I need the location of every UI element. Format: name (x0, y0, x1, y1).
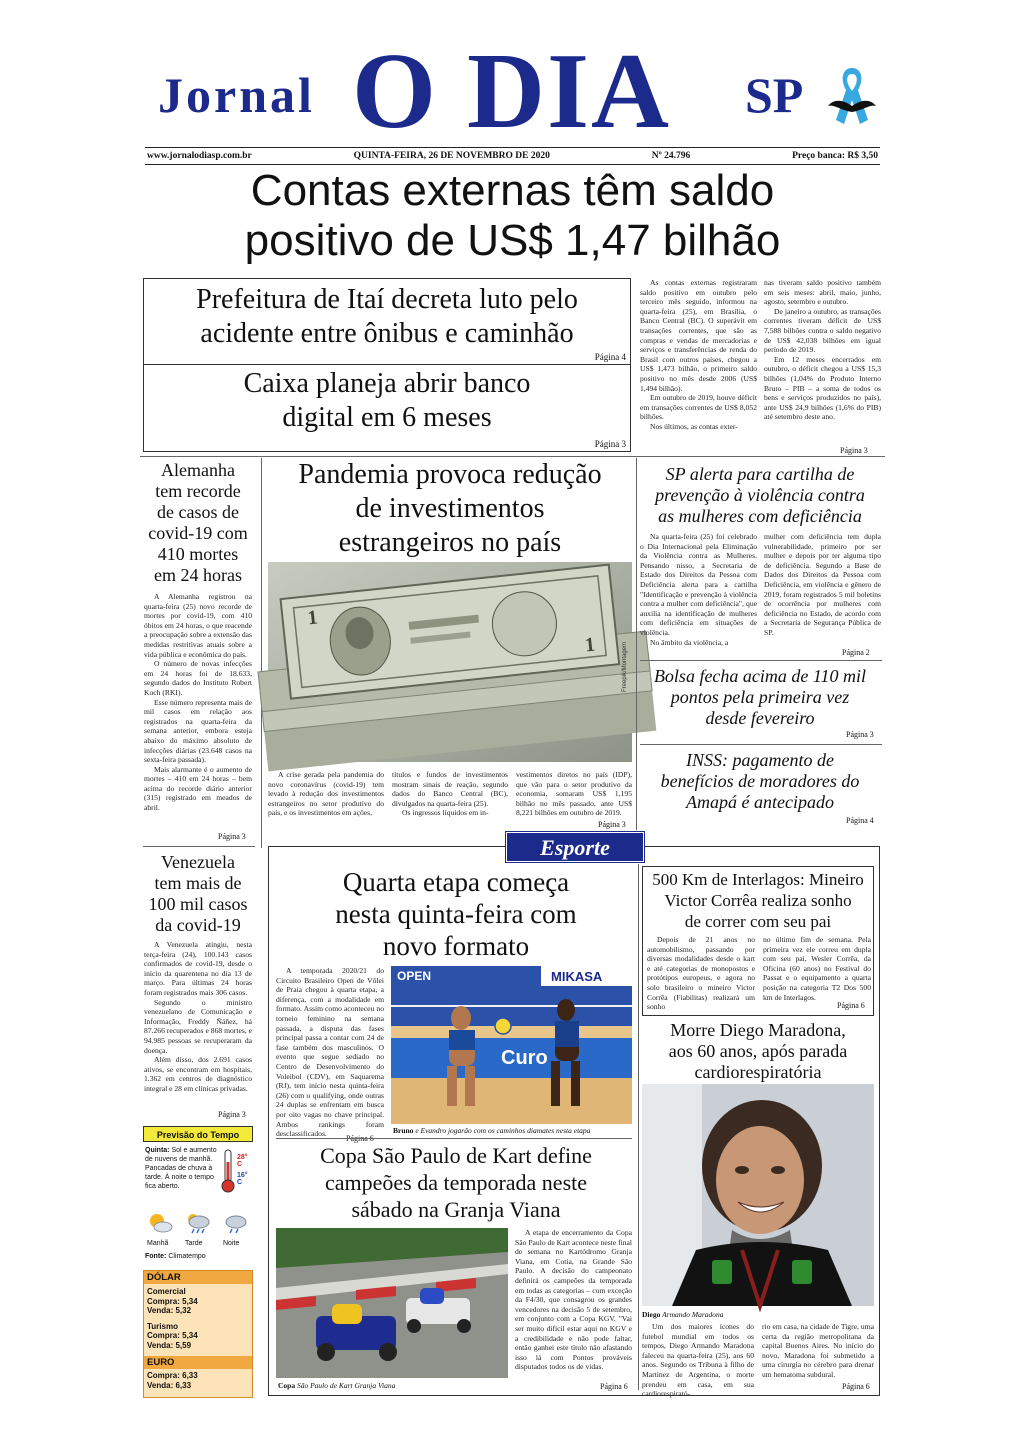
divider (640, 660, 882, 661)
paragraph: No âmbito da violência, a (650, 637, 729, 647)
inss-headline[interactable] (640, 750, 880, 813)
rain-cloud-icon (185, 1212, 211, 1234)
divider (640, 744, 882, 745)
interlagos-headline (643, 869, 873, 932)
price: Preço banca: R$ 3,50 (792, 151, 878, 161)
source-label: Fonte: (145, 1253, 167, 1260)
headline-line: cardiorespiratória (694, 1062, 822, 1082)
paragraph: Mais alarmante é o aumento de mortes – 410 em 24 horas – bem acima do recorde diário anterior (315) registrado em meados de abril. (144, 764, 252, 813)
main-headline-line1: Contas externas têm saldo (250, 166, 775, 215)
kart-photo (276, 1228, 508, 1378)
headline-line: em 24 horas (154, 565, 242, 585)
weather-text (145, 1146, 217, 1191)
headline-line: covid-19 com (148, 523, 248, 543)
page-ref: Página 3 (840, 446, 868, 455)
paragraph: A etapa de encerramento da Copa São Paulo de Kart acontece neste final de semana no Kartódromo Granja Viana, em Cotia, na Grande São Paulo. A decisão do campeonato definirá os campeões da temporada em todas as categorias – com exceção da F4/30, que consagrou os grandes vencedores na decisão 5 de setembro, em conjunto com a Copa KGV. "Vai ser muito difícil estar aqui no KGV e a credibilidade e não pode faltar, então ganhei este título não afastando isso lá com Pontos prováveis disputados todos os de vidas. (515, 1228, 632, 1372)
weather-widget (143, 1126, 253, 1266)
volleyball-photo (391, 966, 632, 1124)
paragraph: A Venezuela atingiu, nesta terça-feira (24), 100.143 casos confirmados de covid-19, desde o início da quarentena no dia 13 de março. Para últimas 24 horas foram registrados mais 306 casos. (144, 940, 252, 997)
page-ref: Página 4 (594, 352, 626, 362)
period-afternoon: Tarde (185, 1240, 203, 1247)
quarta-etapa-body (276, 966, 384, 1139)
banner-text: Curo (501, 1047, 548, 1069)
headline-line: Pandemia provoca redução (298, 459, 602, 490)
banner-text: OPEN (397, 969, 432, 983)
headline-line: Amapá é antecipado (686, 792, 834, 812)
headline-line: desde fevereiro (705, 708, 815, 728)
headline-line: Quarta etapa começa (342, 867, 570, 897)
caixa-story-box[interactable] (143, 365, 631, 452)
headline-line: Morre Diego Maradona, (670, 1020, 846, 1040)
page-ref: Página 2 (842, 648, 870, 657)
alemanha-headline (141, 460, 255, 586)
source-name: Climatempo (168, 1253, 206, 1260)
photo-credit: Freepik/Montagem (622, 641, 628, 692)
volleyball-photo-caption (393, 1126, 633, 1135)
divider (636, 458, 637, 830)
caption-text: São Paulo de Kart Granja Viana (296, 1381, 396, 1390)
turismo-label: Turismo (147, 1321, 178, 1331)
headline-line: Copa São Paulo de Kart define (320, 1143, 592, 1168)
maradona-body-col1 (642, 1322, 754, 1399)
paragraph: Em 12 meses encerrados em outubro, o déficit chegou a US$ 15,3 bilhões (1,04% do Produto Interno Bruto – PIB – a soma de todos os bens e serviços produzidos no país), ante US$ 24,9 bilhões (1,6% do PIB) até setembro deste ano. (764, 354, 881, 422)
headline-line: INSS: pagamento de (686, 750, 834, 770)
page-ref: Página 3 (218, 1110, 246, 1119)
headline-line: 410 mortes (157, 544, 239, 564)
website-link[interactable]: www.jornalodiasp.com.br (147, 151, 252, 161)
masthead-jornal: Jornal (158, 67, 315, 123)
itai-story-box[interactable] (143, 278, 631, 365)
pandemia-body-col2 (392, 770, 508, 832)
itai-headline-line2: acidente entre ônibus e caminhão (200, 318, 574, 349)
paragraph: Depois de 21 anos no automobilismo, passando por diversas modalidades desde o kart e até categorias de monopostos e protótipos europeus, e agora no solo brasileiro o mineiro Victor Corrêa (Fiabilitas) realizará um sonho (647, 935, 755, 1012)
paragraph: A Alemanha registrou na quarta-feira (25) novo recorde de mortes por covid-19, com 410 óbitos em 24 horas, o que reacende a preocupação sobre a extensão das medidas restritivas atuais sobre a vida pública e econômica do país. (144, 592, 252, 659)
period-morning: Manhã (147, 1240, 169, 1247)
paragraph: Na quarta-feira (25) foi celebrado o Dia Internacional pela Eliminação da Violência contra as Mulheres. Pensando nisso, a Secretaria de Estado dos Direitos da Pessoa com Deficiência alerta para a cartilha "Identificação e prevenção à violência contra a mulher com deficiência", que auxilia na identificação de mulheres com deficiência em situações de violência. (640, 532, 757, 637)
paragraph: A crise gerada pela pandemia do novo coronavírus (covid-19) tem levado à redução dos investimentos estrangeiros no setor produtivo do país, e os investimentos em ações, (268, 770, 384, 818)
headline-line: novo formato (382, 931, 530, 961)
venezuela-body (144, 940, 252, 1112)
night-cloud-icon (223, 1212, 249, 1234)
sp-alerta-body-col2 (764, 532, 881, 648)
interlagos-body-col1 (647, 935, 755, 1011)
paragraph: De janeiro a outubro, as transações correntes tiveram déficit de US$ 7,588 bilhões contra o saldo negativo de US$ 42,038 bilhões em igual período de 2019. (764, 306, 881, 355)
headline-line: as mulheres com deficiência (658, 506, 862, 526)
headline-line: tem mais de (154, 873, 242, 893)
page-ref: Página 4 (846, 816, 874, 825)
maradona-headline (642, 1020, 874, 1083)
weather-periods (147, 1240, 257, 1247)
headline-line: de correr com seu pai (684, 912, 832, 931)
headline-line: Venezuela (161, 852, 235, 872)
paragraph: Em outubro de 2019, houve déficit em transações correntes de US$ 8,052 bilhões. (640, 393, 757, 422)
divider (140, 456, 885, 457)
headline-line: campeões da temporada neste (324, 1170, 588, 1195)
itai-headline-line1: Prefeitura de Itaí decreta luto pelo (196, 284, 578, 315)
caption-name: Diego (642, 1310, 661, 1319)
svg-text:1: 1 (583, 633, 597, 657)
paragraph: Esse número representa mais de mil casos em relação aos registrados na quarta-feira da semana anterior, embora esteja abaixo do máximo absoluto de infecções diárias (23.648 casos na sexta-feira passada). (144, 697, 252, 765)
masthead-info-bar (145, 147, 880, 165)
pandemia-headline (268, 458, 632, 560)
alemanha-body (144, 592, 252, 832)
paragraph: Um dos maiores ícones do futebol mundial em todos os tempos, Diego Armando Maradona faleceu na quarta-feira (25), aos 60 anos. Segundo os Tribuna à filho de Martinez de Argentina, o morte prendeu em casa, em sua cardiorespirató- (642, 1322, 754, 1399)
sun-cloud-icon (147, 1212, 173, 1234)
headline-line: de casos de (157, 502, 239, 522)
weather-description: Sol e aumento de nuvens de manhã. Pancadas de chuva à tarde. À noite o tempo fica aberto. (145, 1147, 217, 1190)
temp-min: 16° C (237, 1172, 248, 1186)
headline-line: de investimentos (355, 493, 545, 524)
masthead-sp: SP (745, 67, 804, 123)
paragraph: Os ingressos líquidos em in- (402, 808, 489, 818)
exchange-rates-box (143, 1270, 253, 1398)
venezuela-headline (141, 852, 255, 936)
divider (276, 1138, 632, 1139)
kart-body (515, 1228, 632, 1378)
paragraph: mulher com deficiência tem dupla vulnerabilidade, primeiro por ser mulher e depois por ter alguma tipo de deficiência. Segundo a Base de Dados dos Direitos da Pessoa com Deficiência, em violência e gênero de 2019, foram registrados 5 mil boletins de ocorrência por mulheres com deficiência no Estado, de acordo com a Secretaria de Segurança Pública de SP. (764, 532, 881, 637)
maradona-photo (642, 1084, 874, 1306)
headline-line: da covid-19 (155, 915, 241, 935)
pandemia-body-col1 (268, 770, 384, 832)
headline-body-col2 (764, 278, 881, 444)
maradona-photo-caption (642, 1310, 874, 1319)
divider (261, 458, 262, 848)
headline-line: Victor Corrêa realiza sonho (664, 891, 852, 910)
maradona-body-col2 (762, 1322, 874, 1380)
page-ref: Página 3 (594, 439, 626, 449)
sp-alerta-headline (640, 464, 880, 527)
headline-line: nesta quinta-feira com (335, 899, 577, 929)
paragraph: Segundo o ministro venezuelano de Comunicação e Informação, Freddy Ñáñez, há 87.266 recuperados e 868 mortes, e 94.985 pessoas se recuperaram da doença. (144, 997, 252, 1055)
caixa-headline (144, 367, 630, 435)
headline-line: 500 Km de Interlagos: Mineiro (652, 870, 864, 889)
kart-headline (276, 1142, 636, 1223)
quarta-etapa-headline (276, 866, 636, 962)
headline-line: prevenção à violência contra (655, 485, 865, 505)
main-headline-line2: positivo de US$ 1,47 bilhão (244, 216, 781, 265)
euro-venda: Venda: 6,33 (147, 1380, 192, 1390)
paragraph: Nos últimos, as contas exter- (650, 421, 738, 431)
temp-max: 28° C (237, 1154, 248, 1168)
blue-ribbon-mustache-icon (824, 64, 880, 138)
caption-text: e Evandro jogarão com os caminhos diamates nesta etapa (415, 1126, 591, 1135)
itai-headline (144, 283, 630, 351)
headline-line: sábado na Granja Viana (351, 1197, 561, 1222)
page-ref: Página 6 (842, 1382, 870, 1391)
turismo-venda: Venda: 5,59 (147, 1340, 192, 1350)
weather-source (145, 1253, 206, 1260)
headline-line: estrangeiros no país (338, 527, 562, 558)
paragraph: As contas externas registraram saldo positivo em outubro pelo terceiro mês seguido, informou na quarta-feira (25), em Brasília, o Banco Central (BC). O superávit em transações correntes, que são as compras e vendas de mercadorias e serviços e transferências de renda do Brasil com outros países, chegou a US$ 1,473 bilhão, o primeiro saldo positivo no mês desde 2006 (US$ 1,494 bilhão). (640, 278, 757, 393)
bolsa-headline[interactable] (640, 666, 880, 729)
paragraph: O número de novas infecções em 24 horas foi de 18.633, segundo dados do Instituto Robert Koch (RKI). (144, 659, 252, 697)
dolar-title: DÓLAR (144, 1271, 252, 1284)
paragraph: no último fim de semana. Pela primeira vez ele correu em dupla com seu pai, Wesler Corrêa, da Oficina (60 anos) no Festival do Passat e o equipamento a quarta posição na categoria T2 Dos 500 km de Interlagos. (763, 935, 871, 1002)
edition-number: Nº 24.796 (651, 151, 691, 161)
paragraph: nas tiveram saldo positivo também em seis meses: abril, maio, junho, agosto, setembro e outubro. (764, 278, 881, 307)
caption-name: Bruno (393, 1126, 414, 1135)
headline-line: aos 60 anos, após parada (668, 1041, 848, 1061)
headline-line: 100 mil casos (148, 894, 248, 914)
comercial-compra: Compra: 5,34 (147, 1296, 198, 1306)
weather-title: Previsão do Tempo (143, 1126, 253, 1142)
masthead-logo: O DIA (352, 32, 672, 151)
headline-line: benefícios de moradores do (660, 771, 860, 791)
page-ref: Página 3 (218, 832, 246, 841)
paragraph: títulos e fundos de investimentos mostram sinais de reação, segundo dados do Banco Central (BC), divulgados na quarta-feira (25). (392, 770, 508, 808)
pandemia-body-col3 (516, 770, 632, 822)
svg-text:1: 1 (306, 606, 319, 630)
caixa-headline-line2: digital em 6 meses (282, 402, 492, 433)
dollar-bills-photo (268, 562, 632, 762)
interlagos-story-box[interactable] (642, 866, 874, 1016)
banner-text: MIKASA (551, 969, 603, 984)
headline-line: pontos pela primeira vez (670, 687, 850, 707)
euro-compra: Compra: 6,33 (147, 1371, 198, 1380)
divider (638, 864, 639, 1390)
divider (143, 846, 255, 847)
sp-alerta-body-col1 (640, 532, 757, 656)
paragraph: A temporada 2020/21 do Circuito Brasileiro Open de Vôlei de Praia chegou à quarta etapa, a diferença, com a modalidade em formato. Assim como aconteceu no torneio feminino na semana passada, a disputa das fases principal passa a contar com 24 de fase também dos masculinos. O evento que segue sediado no Centro de Desenvolvimento do Voleibol (CDV), em Saquarema (RJ), tem início nesta quinta-feira (26) com o qualifying, onde outras 24 duplas se enfrentam em busca por oito vagas no chave principal. Ambos rankings foram desclassificados. (276, 966, 384, 1139)
kart-photo-caption (278, 1381, 510, 1390)
headline-line: SP alerta para cartilha de (665, 464, 855, 484)
main-headline (140, 166, 885, 266)
period-night: Noite (223, 1240, 240, 1247)
page-ref: Página 6 (837, 1001, 865, 1010)
paragraph: vestimentos diretos no país (IDP), que vão para o setor produtivo da economia, somaram US$ 1,195 bilhão no mês passado, ante US$ 8,221 bilhões em outubro de 2019. (516, 770, 632, 818)
page-ref: Página 3 (846, 730, 874, 739)
weather-day: Quinta: (145, 1147, 170, 1154)
caixa-headline-line1: Caixa planeja abrir banco (243, 368, 531, 399)
paragraph: rio em casa, na cidade de Tigre, uma certa da região metropolitana da capital Buenos Aires. No início do novo, Maradona foi submetido a uma cirurgia no cérebro para drenar um hematoma subdural. (762, 1322, 874, 1379)
caption-text: Armando Maradona (662, 1310, 724, 1319)
headline-body-col1 (640, 278, 757, 456)
headline-line: Bolsa fecha acima de 110 mil (653, 666, 867, 686)
issue-date: QUINTA-FEIRA, 26 DE NOVEMBRO DE 2020 (353, 151, 550, 161)
interlagos-body-col2 (763, 935, 871, 1001)
turismo-compra: Compra: 5,34 (147, 1331, 198, 1340)
comercial-venda: Venda: 5,32 (147, 1306, 192, 1315)
euro-title: EURO (144, 1356, 252, 1369)
headline-line: Alemanha (161, 460, 235, 480)
page-ref: Página 6 (600, 1382, 628, 1391)
headline-line: tem recorde (155, 481, 241, 501)
caption-name: Copa (278, 1381, 296, 1390)
esporte-tab[interactable]: Esporte (506, 832, 644, 862)
paragraph: Além disso, dos 2.691 casos ativos, se encontram em hospitais, 1.362 em centros de diagnóstico integral e 28 em clínicas privadas. (144, 1055, 252, 1093)
comercial-label: Comercial (147, 1287, 186, 1296)
page-ref: Página 3 (598, 820, 626, 829)
